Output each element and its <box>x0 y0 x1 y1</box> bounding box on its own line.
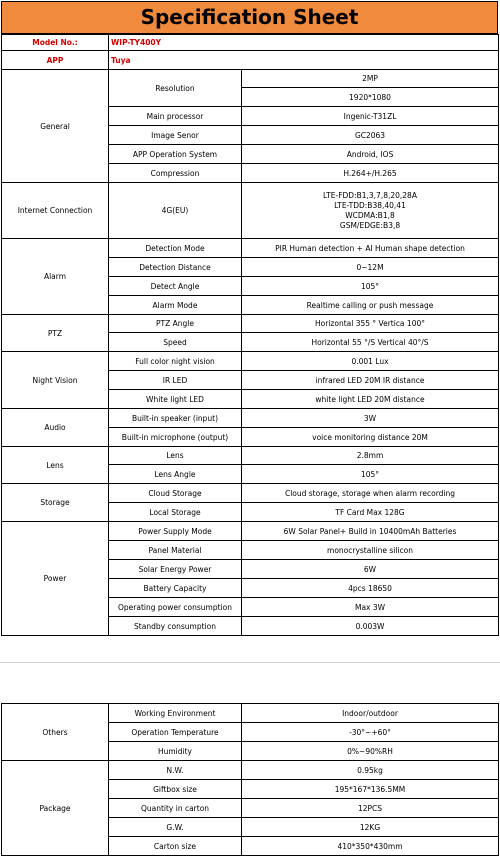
spec-label: Compression <box>109 164 242 183</box>
spec-label: Built-in microphone (output) <box>109 428 242 447</box>
spec-label: Detection Mode <box>109 239 242 258</box>
page-title: Specification Sheet <box>1 1 498 34</box>
spec-value: 2.8mm <box>242 447 499 465</box>
spec-label: Cloud Storage <box>109 484 242 503</box>
page-break-divider <box>0 662 500 663</box>
spec-value: 12PCS <box>242 799 499 818</box>
category-audio: Audio <box>2 409 109 447</box>
spec-label: Main processor <box>109 107 242 126</box>
spec-table-page-2 <box>1 703 499 856</box>
spec-value: TF Card Max 128G <box>242 503 499 522</box>
band-line: LTE-TDD:B38,40,41 <box>334 200 406 210</box>
spec-value-network-bands <box>242 183 499 239</box>
app-label: APP <box>2 51 109 70</box>
category-night-vision: Night Vision <box>2 352 109 409</box>
spec-value: -30°~+60° <box>242 723 499 742</box>
category-alarm: Alarm <box>2 239 109 315</box>
spec-label: Standby consumption <box>109 617 242 636</box>
spec-value: Cloud storage, storage when alarm recording <box>242 484 499 503</box>
spec-value: 0.001 Lux <box>242 352 499 371</box>
spec-value: Ingenic-T31ZL <box>242 107 499 126</box>
spec-label: Speed <box>109 333 242 352</box>
spec-label: Power Supply Mode <box>109 522 242 541</box>
spec-label: Giftbox size <box>109 780 242 799</box>
band-line: LTE-FDD:B1,3,7,8,20,28A <box>323 190 417 200</box>
spec-value: 1920*1080 <box>242 88 499 107</box>
model-value: WIP-TY400Y <box>109 35 499 51</box>
category-storage: Storage <box>2 484 109 522</box>
spec-label: Working Environment <box>109 704 242 723</box>
spec-label: APP Operation System <box>109 145 242 164</box>
spec-value: Android, IOS <box>242 145 499 164</box>
spec-value: 105° <box>242 277 499 296</box>
spec-label: Resolution <box>109 70 242 107</box>
spec-label: Battery Capacity <box>109 579 242 598</box>
spec-value: 4pcs 18650 <box>242 579 499 598</box>
model-label: Model No.: <box>2 35 109 51</box>
spec-label: Operation Temperature <box>109 723 242 742</box>
spec-value: H.264+/H.265 <box>242 164 499 183</box>
band-line: WCDMA:B1,8 <box>345 210 395 220</box>
spec-label: Image Senor <box>109 126 242 145</box>
spec-value: monocrystalline silicon <box>242 541 499 560</box>
category-ptz: PTZ <box>2 315 109 352</box>
spec-value: 0%~90%RH <box>242 742 499 761</box>
category-others: Others <box>2 704 109 761</box>
spec-label: Full color night vision <box>109 352 242 371</box>
spec-value: Max 3W <box>242 598 499 617</box>
spec-value: 6W Solar Panel+ Build in 10400mAh Batteries <box>242 522 499 541</box>
spec-label: Quantity in carton <box>109 799 242 818</box>
spec-value: Horizontal 55 °/S Vertical 40°/S <box>242 333 499 352</box>
spec-label: Detection Distance <box>109 258 242 277</box>
spec-value: 105° <box>242 465 499 484</box>
spec-value: 12KG <box>242 818 499 837</box>
spec-label: G.W. <box>109 818 242 837</box>
band-line: GSM/EDGE:B3,8 <box>339 220 401 230</box>
spec-value: Realtime calling or push message <box>242 296 499 315</box>
category-general: General <box>2 70 109 183</box>
spec-value: PIR Human detection + AI Human shape detection <box>242 239 499 258</box>
spec-value: Horizontal 355 ° Vertica 100° <box>242 315 499 333</box>
spec-label: Humidity <box>109 742 242 761</box>
spec-label: White light LED <box>109 390 242 409</box>
spec-label: Operating power consumption <box>109 598 242 617</box>
app-value: Tuya <box>109 51 499 70</box>
spec-label: 4G(EU) <box>109 183 242 239</box>
spec-label: Carton size <box>109 837 242 856</box>
category-power: Power <box>2 522 109 636</box>
category-internet: Internet Connection <box>2 183 109 239</box>
spec-label: Local Storage <box>109 503 242 522</box>
spec-value: voice monitoring distance 20M <box>242 428 499 447</box>
spec-value: Indoor/outdoor <box>242 704 499 723</box>
category-lens: Lens <box>2 447 109 484</box>
spec-label: Alarm Mode <box>109 296 242 315</box>
spec-value: 2MP <box>242 70 499 88</box>
spec-label: Solar Energy Power <box>109 560 242 579</box>
spec-value: 410*350*430mm <box>242 837 499 856</box>
spec-value: 195*167*136.5MM <box>242 780 499 799</box>
spec-label: Lens Angle <box>109 465 242 484</box>
category-package: Package <box>2 761 109 856</box>
spec-label: Lens <box>109 447 242 465</box>
spec-label: Built-in speaker (input) <box>109 409 242 428</box>
spec-label: N.W. <box>109 761 242 780</box>
spec-value: 0.95kg <box>242 761 499 780</box>
spec-value: 0.003W <box>242 617 499 636</box>
spec-label: Detect Angle <box>109 277 242 296</box>
spec-label: Panel Material <box>109 541 242 560</box>
spec-label: PTZ Angle <box>109 315 242 333</box>
spec-value: 6W <box>242 560 499 579</box>
spec-value: 0~12M <box>242 258 499 277</box>
spec-value: GC2063 <box>242 126 499 145</box>
spec-label: IR LED <box>109 371 242 390</box>
spec-value: infrared LED 20M IR distance <box>242 371 499 390</box>
spec-value: 3W <box>242 409 499 428</box>
spec-value: white light LED 20M distance <box>242 390 499 409</box>
spec-table <box>1 34 499 636</box>
